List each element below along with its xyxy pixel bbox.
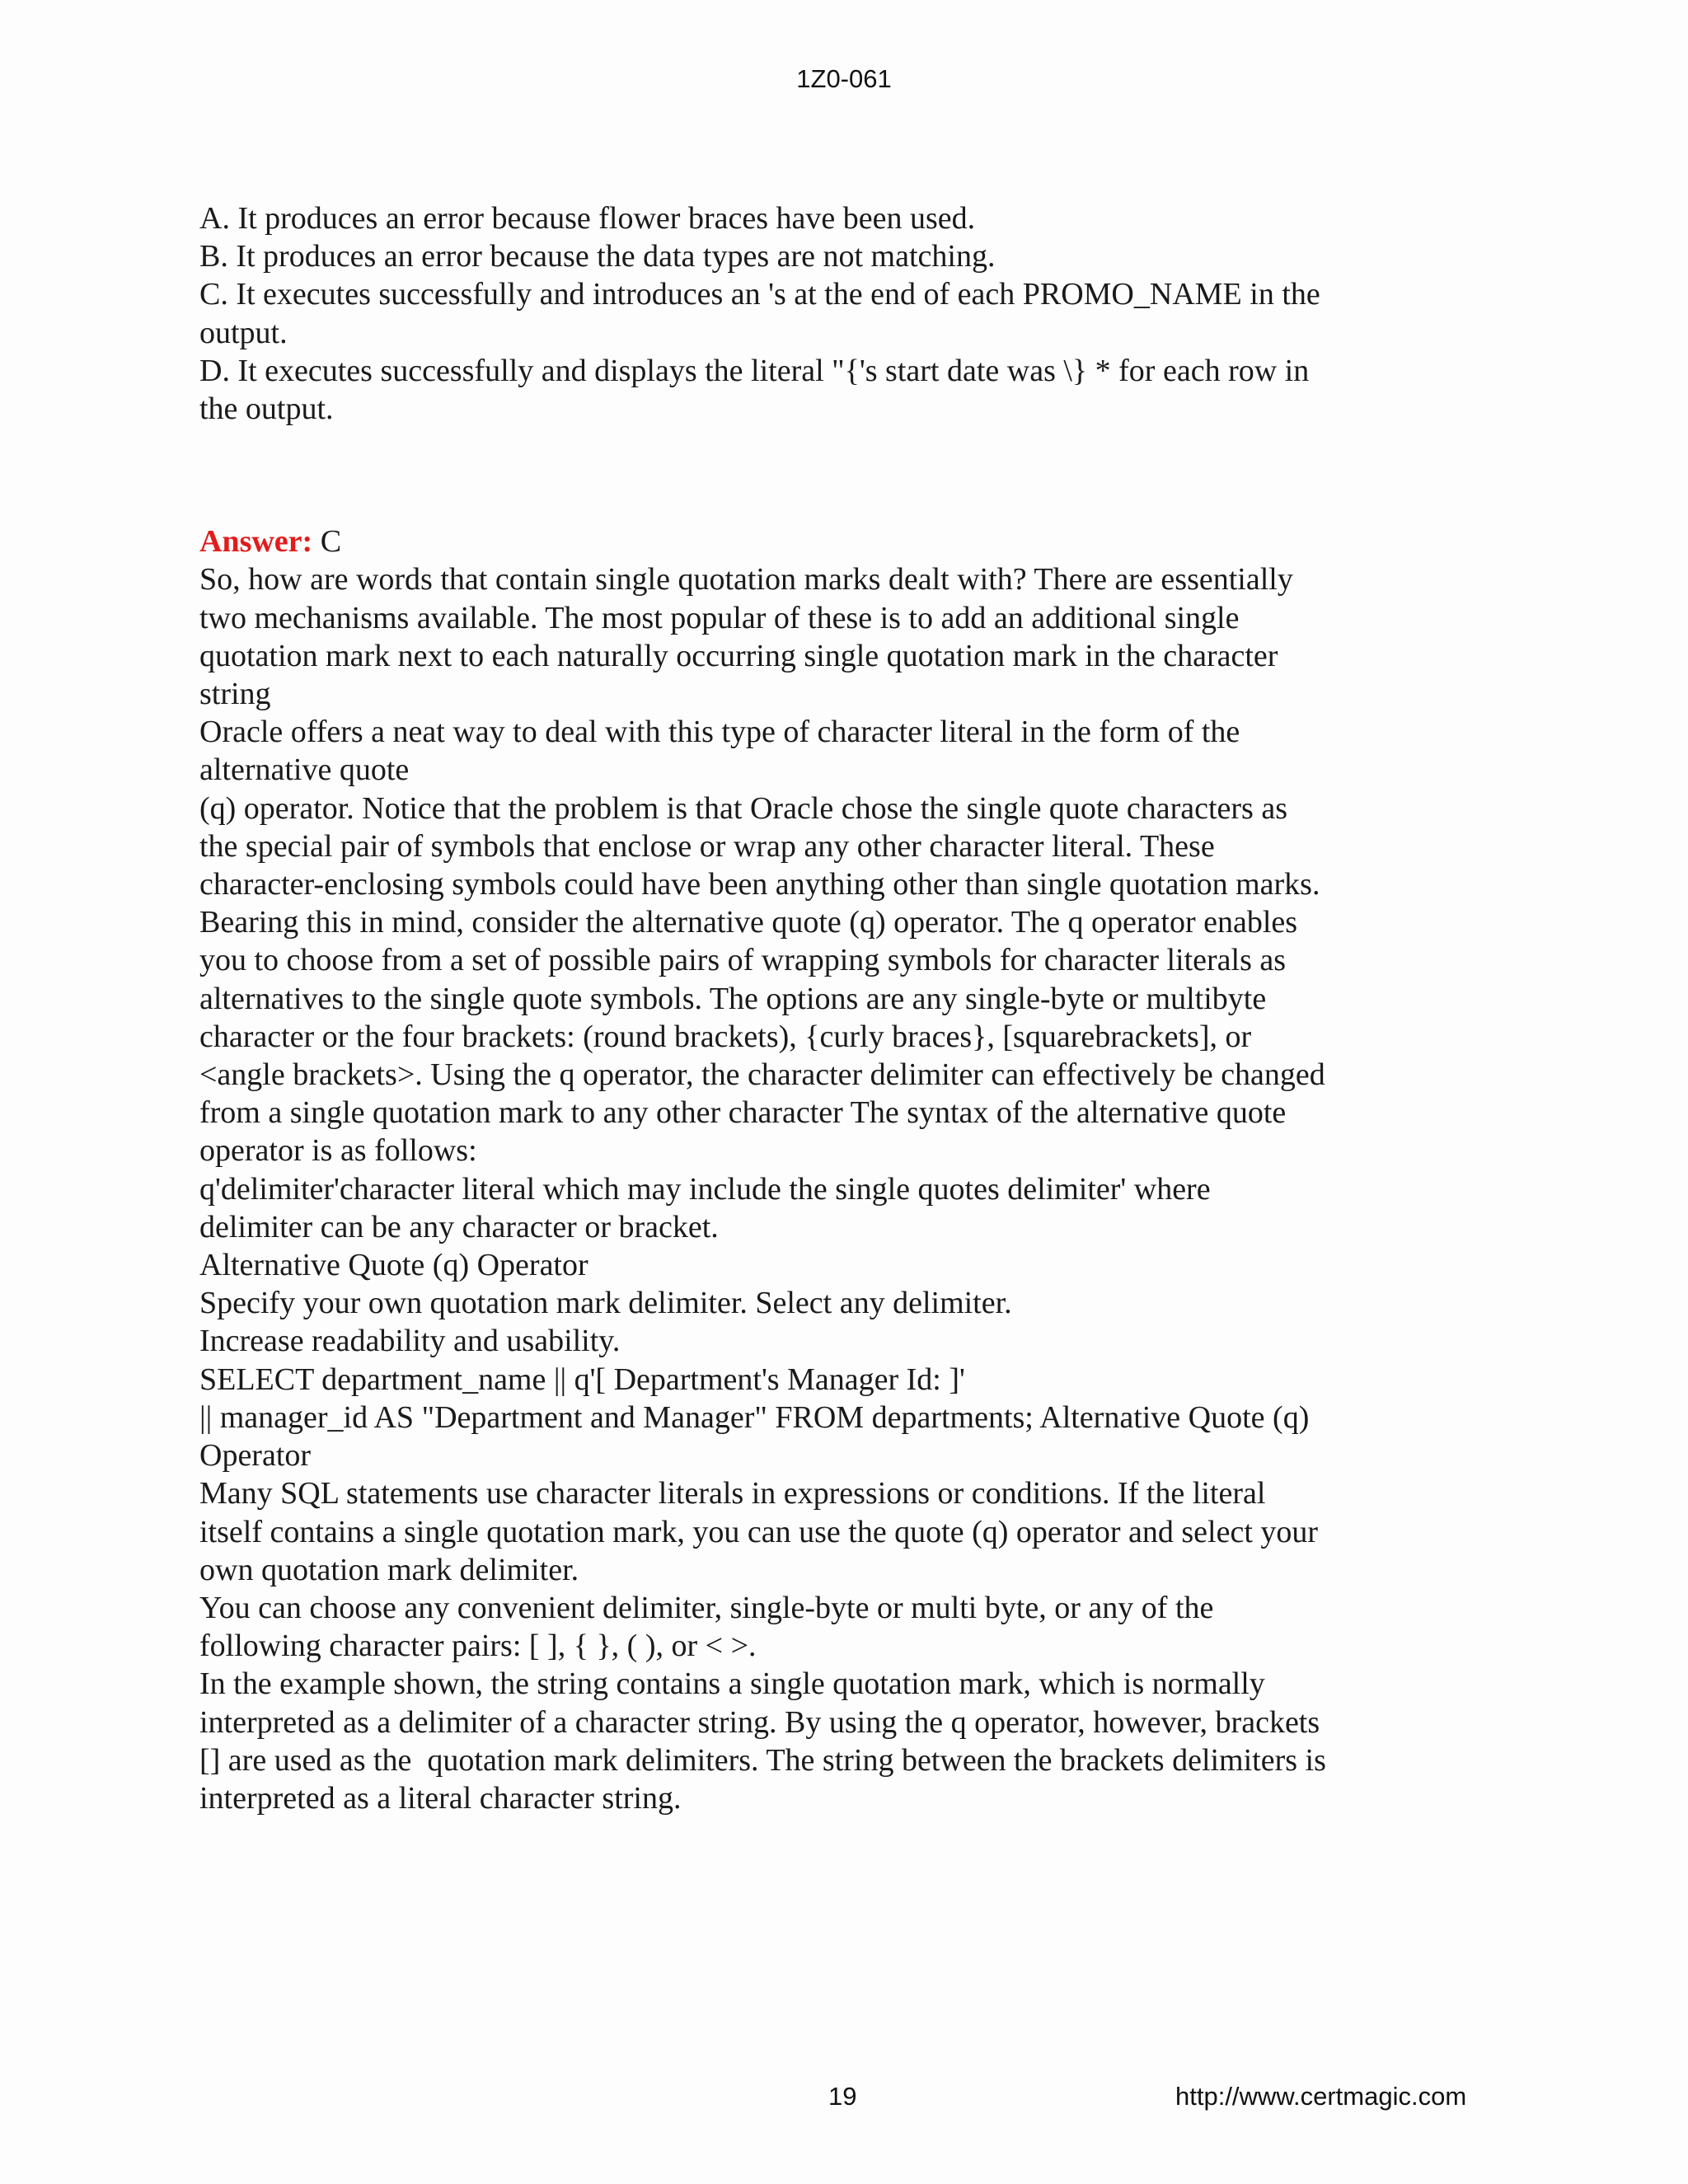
explanation-line: Operator	[199, 1438, 312, 1474]
explanation-line: || manager_id AS "Department and Manager" FROM departments; Alternative Quote (q)	[199, 1399, 1310, 1435]
answer-options	[199, 199, 1436, 428]
explanation-line: alternatives to the single quote symbols. The options are any single-byte or multibyte	[199, 981, 1267, 1016]
footer-url[interactable]: http://www.certmagic.com	[1175, 2082, 1467, 2111]
explanation-line: you to choose from a set of possible pairs of wrapping symbols for character literals as	[199, 943, 1287, 978]
explanation-line: alternative quote	[199, 752, 410, 788]
option-d-continued: the output.	[199, 391, 334, 427]
explanation-line: So, how are words that contain single quotation marks dealt with? There are essentially	[199, 562, 1293, 598]
page-number: 19	[828, 2082, 857, 2111]
document-body	[199, 199, 1436, 1817]
explanation-line: following character pairs: [ ], { }, ( ), or < >.	[199, 1629, 757, 1664]
explanation-line: Alternative Quote (q) Operator	[199, 1248, 588, 1283]
explanation-line: q'delimiter'character literal which may include the single quotes delimiter' where	[199, 1171, 1211, 1207]
page-header: 1Z0-061	[796, 64, 892, 93]
explanation-line: two mechanisms available. The most popular of these is to add an additional single	[199, 600, 1240, 635]
answer-section	[199, 523, 1436, 1817]
page-footer	[0, 2082, 1688, 2115]
answer-line	[199, 523, 1436, 560]
explanation-line: operator is as follows:	[199, 1133, 477, 1169]
explanation-line: Many SQL statements use character literals in expressions or conditions. If the literal	[199, 1476, 1266, 1511]
explanation-text	[199, 560, 1436, 1817]
explanation-line: the special pair of symbols that enclose or wrap any other character literal. These	[199, 828, 1215, 864]
explanation-line: interpreted as a delimiter of a character string. By using the q operator, however, brackets	[199, 1704, 1320, 1740]
explanation-line: Oracle offers a neat way to deal with this type of character literal in the form of the	[199, 715, 1240, 750]
option-a: A. It produces an error because flower braces have been used.	[199, 201, 976, 236]
explanation-line: SELECT department_name || q'[ Department's Manager Id: ]'	[199, 1361, 965, 1397]
explanation-line: quotation mark next to each naturally occurring single quotation mark in the character	[199, 638, 1278, 673]
option-b: B. It produces an error because the data types are not matching.	[199, 239, 996, 274]
explanation-line: itself contains a single quotation mark, you can use the quote (q) operator and select your	[199, 1514, 1319, 1549]
explanation-line: interpreted as a literal character string.	[199, 1780, 682, 1816]
explanation-line: Bearing this in mind, consider the alternative quote (q) operator. The q operator enables	[199, 905, 1298, 940]
explanation-line: string	[199, 677, 271, 712]
explanation-line: You can choose any convenient delimiter, single-byte or multi byte, or any of the	[199, 1590, 1214, 1625]
option-d: D. It executes successfully and displays the literal "{'s start date was \} * for each row in	[199, 353, 1310, 388]
explanation-line: Increase readability and usability.	[199, 1324, 621, 1359]
explanation-line: Specify your own quotation mark delimiter. Select any delimiter.	[199, 1286, 1012, 1321]
option-c: C. It executes successfully and introduces an 's at the end of each PROMO_NAME in the	[199, 277, 1320, 312]
explanation-line: (q) operator. Notice that the problem is that Oracle chose the single quote characters as	[199, 790, 1287, 826]
explanation-line: <angle brackets>. Using the q operator, the character delimiter can effectively be changed	[199, 1057, 1325, 1093]
explanation-line: from a single quotation mark to any other character The syntax of the alternative quote	[199, 1095, 1287, 1131]
explanation-line: character-enclosing symbols could have been anything other than single quotation marks.	[199, 867, 1320, 902]
explanation-line: [] are used as the quotation mark delimiters. The string between the brackets delimiters is	[199, 1742, 1326, 1778]
explanation-line: delimiter can be any character or bracket.	[199, 1209, 719, 1244]
explanation-line: own quotation mark delimiter.	[199, 1552, 579, 1587]
answer-label: Answer:	[199, 524, 313, 560]
option-c-continued: output.	[199, 315, 288, 350]
explanation-line: character or the four brackets: (round brackets), {curly braces}, [squarebrackets], or	[199, 1019, 1252, 1054]
explanation-line: In the example shown, the string contains a single quotation mark, which is normally	[199, 1666, 1265, 1702]
answer-value: C	[312, 524, 342, 560]
